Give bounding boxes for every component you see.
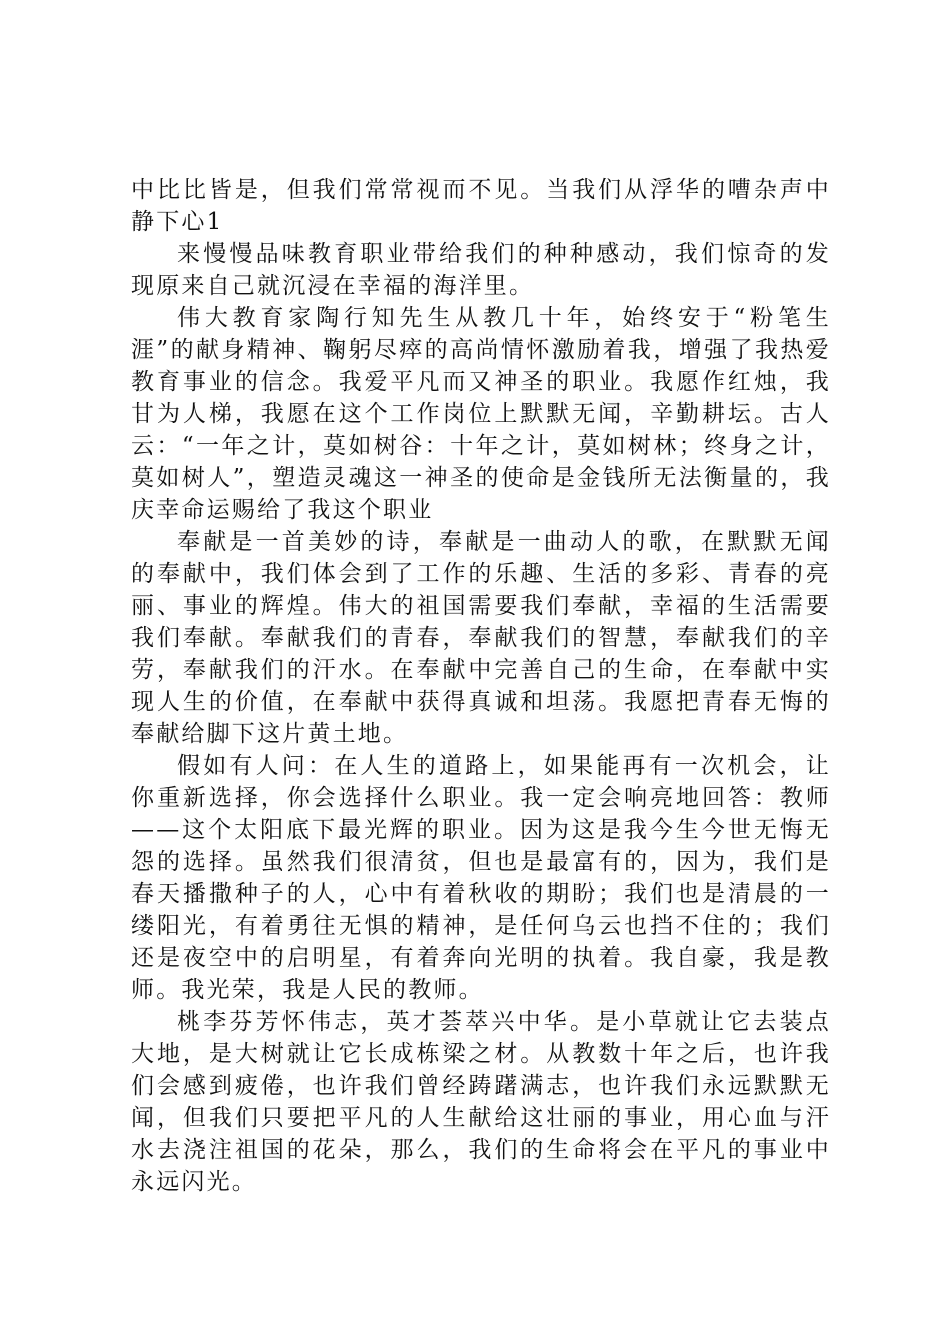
paragraph: 奉献是一首美妙的诗，奉献是一曲动人的歌，在默默无闻的奉献中，我们体会到了工作的乐趣、生活的多彩、青春的亮丽、事业的辉煌。伟大的祖国需要我们奉献，幸福的生活需要我们奉献。奉献我们的青春，奉献我们的智慧，奉献我们的辛劳，奉献我们的汗水。在奉献中完善自己的生命，在奉献中实现人生的价值，在奉献中获得真诚和坦荡。我愿把青春无悔的奉献给脚下这片黄土地。 [131,529,831,747]
paragraph: 中比比皆是，但我们常常视而不见。当我们从浮华的嘈杂声中静下心1 [131,177,831,235]
paragraph: 来慢慢品味教育职业带给我们的种种感动，我们惊奇的发现原来自己就沉浸在幸福的海洋里。 [131,241,831,299]
paragraph: 假如有人问：在人生的道路上，如果能再有一次机会，让你重新选择，你会选择什么职业。我一定会响亮地回答：教师——这个太阳底下最光辉的职业。因为这是我今生今世无悔无怨的选择。虽然我们很清贫，但也是最富有的，因为，我们是春天播撒种子的人，心中有着秋收的期盼；我们也是清晨的一缕阳光，有着勇往无惧的精神，是任何乌云也挡不住的；我们还是夜空中的启明星，有着奔向光明的执着。我自豪，我是教师。我光荣，我是人民的教师。 [131,753,831,1003]
paragraph: 伟大教育家陶行知先生从教几十年，始终安于“粉笔生涯”的献身精神、鞠躬尽瘁的高尚情怀激励着我，增强了我热爱教育事业的信念。我爱平凡而又神圣的职业。我愿作红烛，我甘为人梯，我愿在这个工作岗位上默默无闻，辛勤耕坛。古人云：“一年之计，莫如树谷：十年之计，莫如树林；终身之计，莫如树人”，塑造灵魂这一神圣的使命是金钱所无法衡量的，我庆幸命运赐给了我这个职业 [131,305,831,523]
paragraph: 桃李芬芳怀伟志，英才荟萃兴中华。是小草就让它去装点大地，是大树就让它长成栋梁之材。从教数十年之后，也许我们会感到疲倦，也许我们曾经踌躇满志，也许我们永远默默无闻，但我们只要把平凡的人生献给这壮丽的事业，用心血与汗水去浇注祖国的花朵，那么，我们的生命将会在平凡的事业中永远闪光。 [131,1009,831,1195]
body-text [131,174,831,1198]
